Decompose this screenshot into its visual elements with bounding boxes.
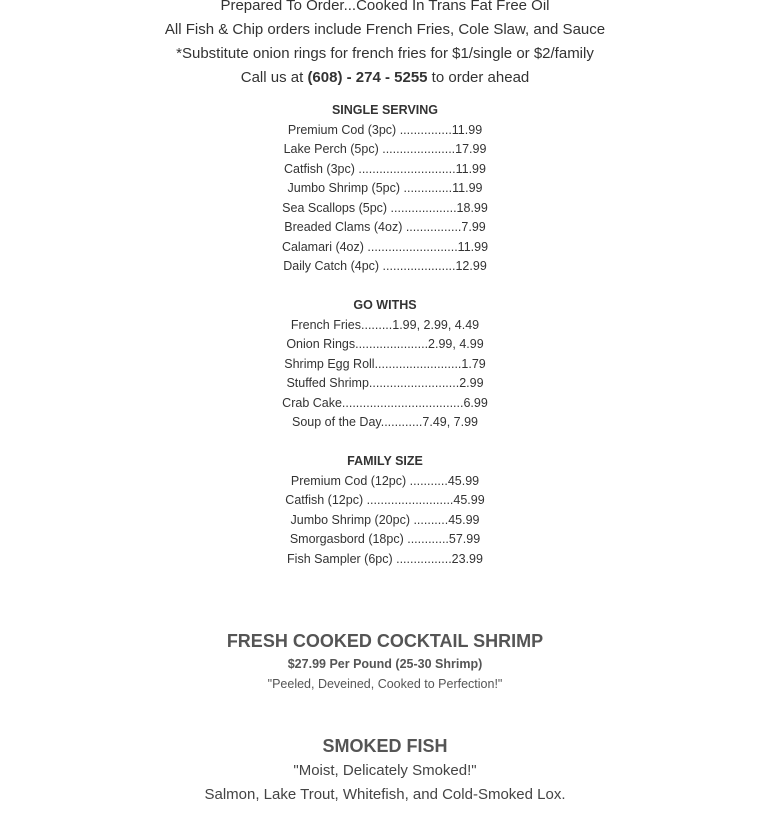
menu-item: Daily Catch (4pc) .....................12.99 <box>283 259 487 273</box>
smoked-fish-title: SMOKED FISH <box>322 736 448 756</box>
menu-item: Crab Cake...................................6.99 <box>282 395 488 410</box>
menu-item: Breaded Clams (4oz) ................7.99 <box>284 220 486 234</box>
smoked-fish-tagline: "Moist, Delicately Smoked!" <box>293 762 477 779</box>
menu-item: Smorgasbord (18pc) ............57.99 <box>289 532 481 546</box>
section-title-single: SINGLE SERVING <box>331 103 439 117</box>
menu-item: Calamari (4oz) ..........................11.99 <box>281 239 489 254</box>
call-suffix: to order ahead <box>427 69 530 86</box>
cocktail-shrimp-title: FRESH COOKED COCKTAIL SHRIMP <box>226 631 544 651</box>
cocktail-shrimp-price: $27.99 Per Pound (25-30 Shrimp) <box>287 657 483 671</box>
menu-item: Fish Sampler (6pc) ................23.99 <box>287 551 483 566</box>
prep-note: Prepared To Order...Cooked In Trans Fat Free Oil <box>220 0 550 14</box>
menu-item: Jumbo Shrimp (5pc) ..............11.99 <box>287 181 483 195</box>
section-title-family: FAMILY SIZE <box>347 454 423 468</box>
includes-note: All Fish & Chip orders include French Fries, Cole Slaw, and Sauce <box>164 21 606 38</box>
section-title-go-withs: GO WITHS <box>353 298 417 312</box>
menu-item: Catfish (12pc) .........................45.99 <box>285 493 485 507</box>
menu-item: Premium Cod (3pc) ...............11.99 <box>287 122 483 137</box>
family-size-section <box>0 452 770 569</box>
phone-number[interactable]: (608) - 274 - 5255 <box>307 69 428 86</box>
menu-item: Sea Scallops (5pc) ...................18.99 <box>282 200 488 215</box>
menu-item: Lake Perch (5pc) .....................17.99 <box>283 142 487 156</box>
menu-item: Shrimp Egg Roll.........................1.79 <box>284 356 486 371</box>
call-line <box>0 66 770 90</box>
menu-item: Catfish (3pc) ............................11.99 <box>284 161 486 176</box>
substitute-note: *Substitute onion rings for french fries for $1/single or $2/family <box>176 45 594 62</box>
smoked-fish-types: Salmon, Lake Trout, Whitefish, and Cold-Smoked Lox. <box>204 786 566 803</box>
cocktail-shrimp-tagline: "Peeled, Deveined, Cooked to Perfection!" <box>267 677 503 691</box>
menu-item: Onion Rings.....................2.99, 4.99 <box>286 337 484 351</box>
menu-item: Soup of the Day............7.49, 7.99 <box>292 415 478 429</box>
intro-block <box>0 0 770 90</box>
single-serving-section <box>0 101 770 277</box>
menu-item: French Fries.........1.99, 2.99, 4.49 <box>290 317 480 332</box>
smoked-fish-section <box>0 733 770 807</box>
go-withs-section <box>0 296 770 433</box>
call-prefix: Call us at <box>240 69 308 86</box>
menu-item: Jumbo Shrimp (20pc) ..........45.99 <box>290 512 480 527</box>
menu-item: Premium Cod (12pc) ...........45.99 <box>290 473 480 488</box>
menu-item: Stuffed Shrimp..........................2.99 <box>286 376 484 390</box>
cocktail-shrimp-section <box>0 628 770 694</box>
